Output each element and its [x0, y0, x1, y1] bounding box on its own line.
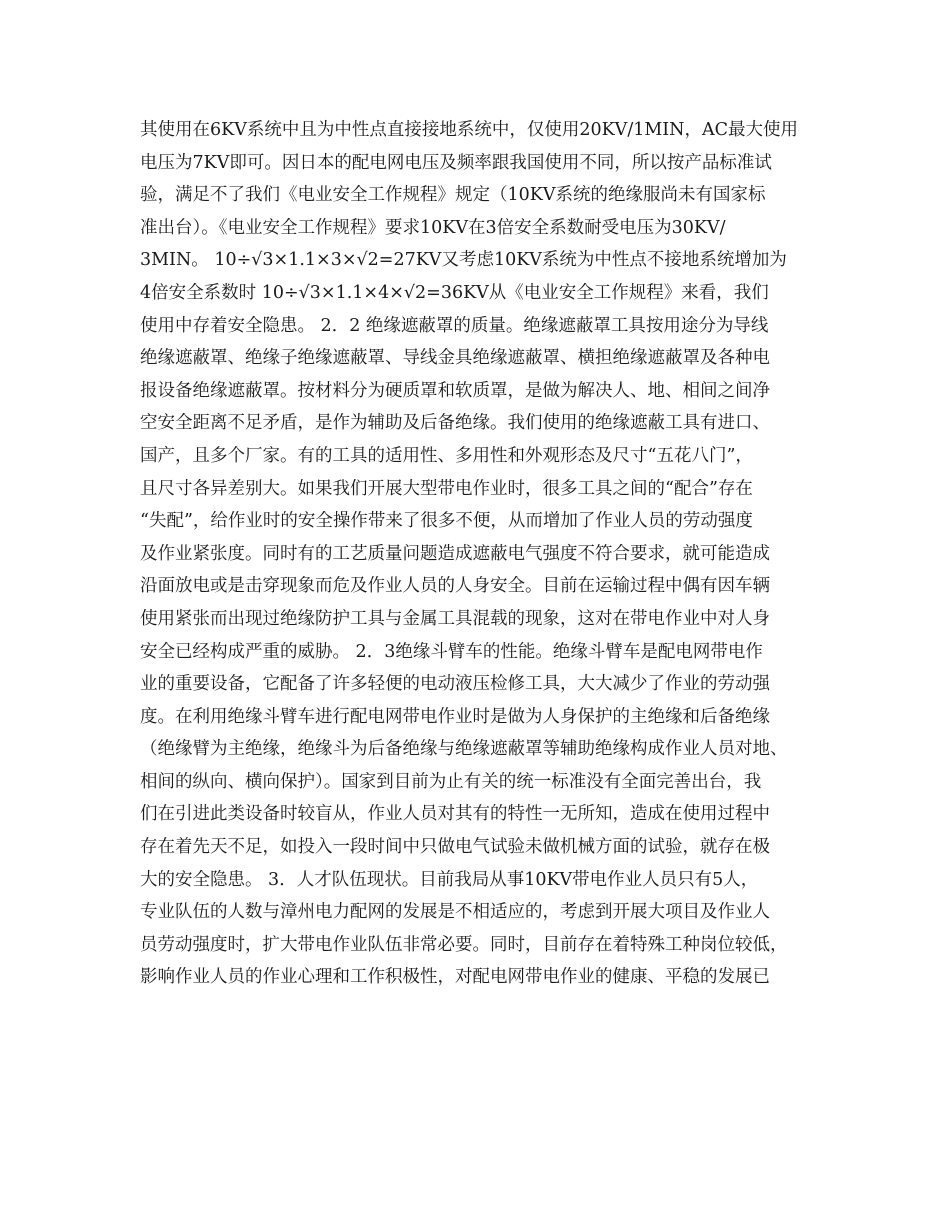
text-line: 员劳动强度时，扩大带电作业队伍非常必要。同时，目前存在着特殊工种岗位较低， [140, 934, 788, 955]
text-line: 专业队伍的人数与漳州电力配网的发展是不相适应的，考虑到开展大项目及作业人 [140, 902, 770, 923]
text-line: 相间的纵向、横向保护）。国家到目前为止有关的统一标准没有全面完善出台，我 [140, 771, 762, 792]
text-line: 空安全距离不足矛盾，是作为辅助及后备绝缘。我们使用的绝缘遮蔽工具有进口、 [140, 413, 770, 434]
text-line: 安全已经构成严重的威胁。 2．3绝缘斗臂车的性能。绝缘斗臂车是配电网带电作 [140, 641, 763, 662]
text-line: 使用中存着安全隐患。 2．2 绝缘遮蔽罩的质量。绝缘遮蔽罩工具按用途分为导线 [140, 315, 769, 336]
text-line: 及作业紧张度。同时有的工艺质量问题造成遮蔽电气强度不符合要求，就可能造成 [140, 543, 770, 564]
text-line: 们在引进此类设备时较盲从，作业人员对其有的特性一无所知，造成在使用过程中 [140, 804, 770, 825]
text-line: 绝缘遮蔽罩、绝缘子绝缘遮蔽罩、导线金具绝缘遮蔽罩、横担绝缘遮蔽罩及各种电 [140, 348, 770, 369]
text-line: 存在着先天不足，如投入一段时间中只做电气试验未做机械方面的试验，就存在极 [140, 837, 770, 858]
text-line: （绝缘臂为主绝缘，绝缘斗为后备绝缘与绝缘遮蔽罩等辅助绝缘构成作业人员对地、 [140, 739, 788, 760]
text-line: 准出台）。《电业安全工作规程》要求10KV在3倍安全系数耐受电压为30KV/ [140, 217, 726, 238]
text-line: 验，满足不了我们《电业安全工作规程》规定（10KV系统的绝缘服尚未有国家标 [140, 185, 766, 206]
text-line: 其使用在6KV系统中且为中性点直接接地系统中，仅使用20KV/1MIN，AC最大使用 [140, 120, 799, 140]
text-line: 沿面放电或是击穿现象而危及作业人员的人身安全。目前在运输过程中偶有因车辆 [140, 576, 770, 597]
text-line: 且尺寸各异差别大。如果我们开展大型带电作业时，很多工具之间的“配合”存在 [140, 478, 753, 499]
body-text [140, 114, 830, 994]
text-line: 大的安全隐患。 3．人才队伍现状。目前我局从事10KV带电作业人员只有5人， [140, 869, 759, 890]
text-line: 国产，且多个厂家。有的工具的适用性、多用性和外观形态及尺寸“五花八门”， [140, 445, 753, 466]
text-line: 电压为7KV即可。因日本的配电网电压及频率跟我国使用不同，所以按产品标准试 [140, 152, 772, 173]
text-line: 业的重要设备，它配备了许多轻便的电动液压检修工具，大大减少了作业的劳动强 [140, 674, 770, 695]
text-line: “失配”，给作业时的安全操作带来了很多不便，从而增加了作业人员的劳动强度 [140, 511, 753, 532]
text-line: 3MIN。 10÷√3×1.1×3×√2=27KV又考虑10KV系统为中性点不接地系统增加为 [140, 250, 787, 271]
text-line: 报设备绝缘遮蔽罩。按材料分为硬质罩和软质罩，是做为解决人、地、相间之间净 [140, 380, 770, 401]
text-line: 度。在利用绝缘斗臂车进行配电网带电作业时是做为人身保护的主绝缘和后备绝缘 [140, 706, 770, 727]
text-line: 4倍安全系数时 10÷√3×1.1×4×√2=36KV从《电业安全工作规程》来看，我们 [140, 282, 769, 303]
text-line: 使用紧张而出现过绝缘防护工具与金属工具混载的现象，这对在带电作业中对人身 [140, 608, 770, 629]
text-line: 影响作业人员的作业心理和工作积极性，对配电网带电作业的健康、平稳的发展已 [140, 967, 770, 988]
